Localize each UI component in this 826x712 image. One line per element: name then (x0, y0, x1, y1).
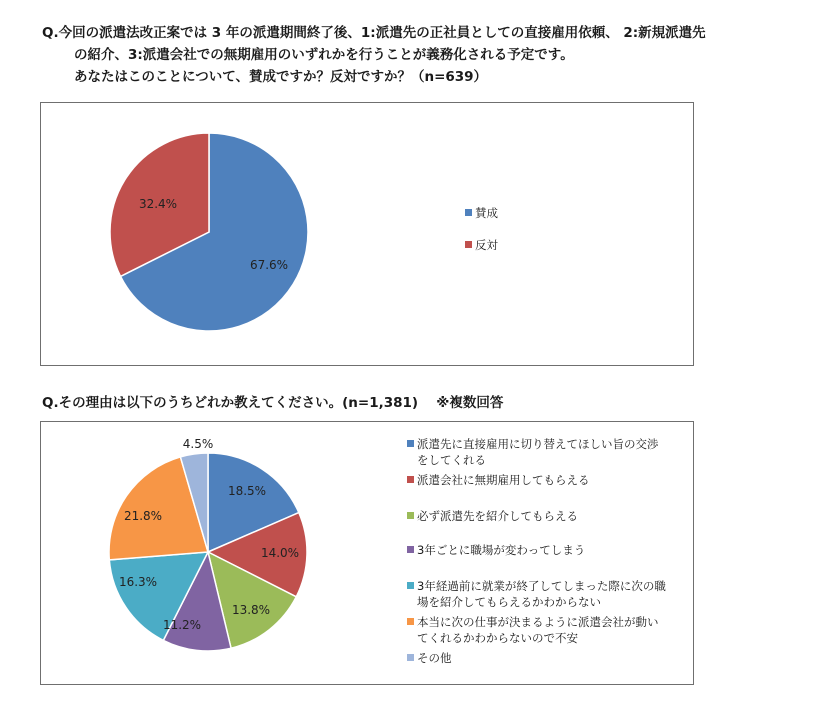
reasons-legend-label-5: 3年経過前に就業が終了してしまった際に次の職 場を紹介してもらえるかわからない (417, 579, 666, 609)
approval-legend-item-2 (465, 237, 498, 253)
legend-reasons (407, 436, 697, 676)
reasons-data-label-5: 16.3% (118, 575, 158, 589)
reasons-legend-item-2 (407, 472, 590, 488)
reasons-legend-swatch-5 (407, 582, 414, 589)
reasons-data-label-7: 4.5% (182, 437, 214, 451)
reasons-legend-item-5 (407, 578, 666, 610)
question-1-line-3: あなたはこのことについて、賛成ですか？反対ですか？（n=639） (74, 69, 488, 85)
reasons-data-label-6: 21.8% (123, 509, 163, 523)
reasons-legend-item-3 (407, 508, 578, 524)
reasons-legend-label-4: 3年ごとに職場が変わってしまう (417, 543, 586, 557)
reasons-data-label-1: 18.5% (227, 484, 267, 498)
reasons-legend-item-4 (407, 542, 585, 558)
reasons-legend-label-7: その他 (417, 651, 452, 665)
legend-approval (465, 205, 685, 265)
question-2-line-1: Q.その理由は以下のうちどれか教えてください。(n=1,381) ※複数回答 (42, 395, 504, 411)
reasons-legend-swatch-2 (407, 476, 414, 483)
reasons-legend-label-1: 派遣先に直接雇用に切り替えてほしい旨の交渉 をしてくれる (417, 437, 659, 467)
reasons-legend-swatch-1 (407, 440, 414, 447)
reasons-legend-item-7 (407, 650, 452, 666)
reasons-legend-swatch-3 (407, 512, 414, 519)
reasons-legend-label-2: 派遣会社に無期雇用してもらえる (417, 473, 590, 487)
reasons-legend-item-1 (407, 436, 659, 468)
question-1-line-1: Q.今回の派遣法改正案では 3 年の派遣期間終了後、1:派遣先の正社員としての直接雇用依頼、 2:新規派遣先 (42, 25, 706, 41)
approval-legend-label-2: 反対 (475, 238, 498, 252)
reasons-legend-label-6: 本当に次の仕事が決まるように派遣会社が動い てくれるかわからないので不安 (417, 615, 659, 645)
reasons-data-label-4: 11.2% (162, 618, 202, 632)
pie-chart-approval (40, 102, 480, 364)
reasons-data-label-2: 14.0% (260, 546, 300, 560)
reasons-legend-swatch-7 (407, 654, 414, 661)
pie-chart-reasons (40, 421, 420, 683)
approval-data-label-2: 32.4% (138, 197, 178, 211)
approval-legend-swatch-1 (465, 209, 472, 216)
approval-legend-label-1: 賛成 (475, 206, 498, 220)
reasons-legend-item-6 (407, 614, 659, 646)
approval-legend-item-1 (465, 205, 498, 221)
question-1-line-2: の紹介、3:派遣会社での無期雇用のいずれかを行うことが義務化される予定です。 (74, 47, 574, 63)
reasons-legend-swatch-6 (407, 618, 414, 625)
approval-legend-swatch-2 (465, 241, 472, 248)
reasons-data-label-3: 13.8% (231, 603, 271, 617)
reasons-legend-label-3: 必ず派遣先を紹介してもらえる (417, 509, 578, 523)
reasons-legend-swatch-4 (407, 546, 414, 553)
approval-data-label-1: 67.6% (249, 258, 289, 272)
